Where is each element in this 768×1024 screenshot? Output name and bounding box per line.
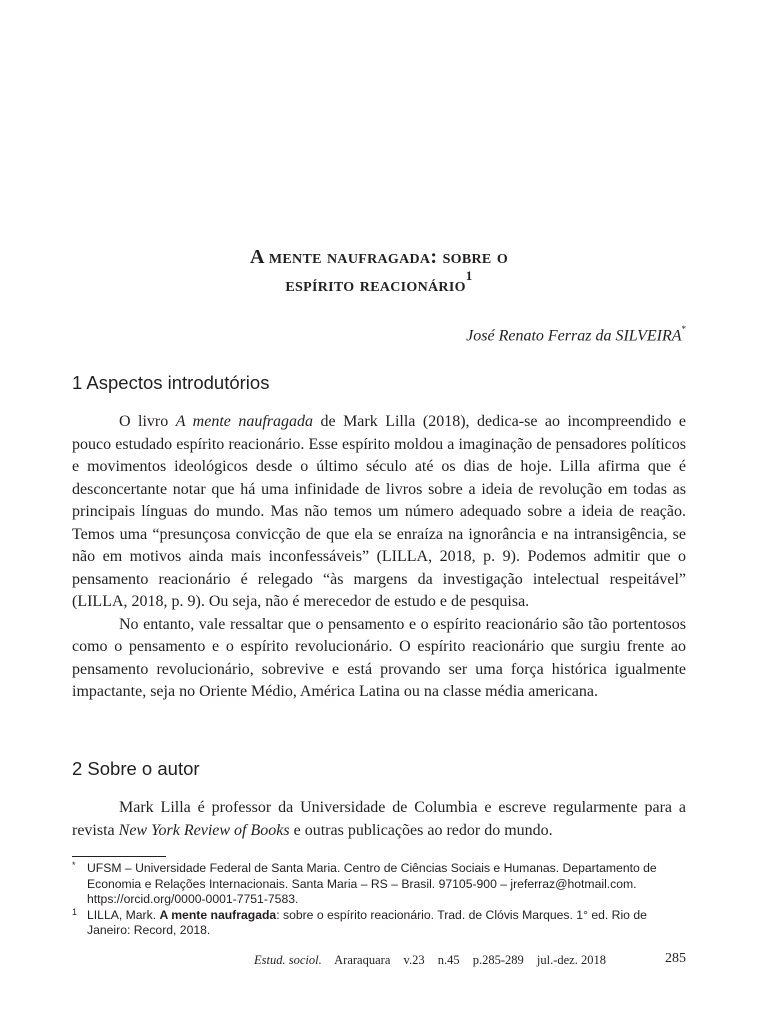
section-heading-1: 1 Aspectos introdutórios	[72, 372, 270, 393]
author-byline	[466, 326, 686, 345]
footer-pages: p.285-289	[472, 953, 524, 967]
paragraph-1-pre: O livro	[119, 413, 176, 430]
footer-period: jul.-dez. 2018	[536, 953, 606, 967]
footer-journal: Estud. sociol.	[254, 953, 322, 967]
section-heading-2: 2 Sobre o autor	[72, 758, 200, 779]
footer-number: n.45	[437, 953, 460, 967]
section-2-body	[72, 797, 686, 842]
footnote-post: : sobre o espírito reacionário. Trad. de Clóvis Marques. 1° ed. Rio de Janeiro: Record, 2018.	[87, 907, 647, 938]
title-footnote-ref[interactable]: 1	[465, 268, 473, 284]
paragraph-2: No entanto, vale ressaltar que o pensamento e o espírito reacionário são tão portentosos como o pensamento e o espírito revolucionário. O espírito reacionário que surgiu frente ao pensamento revolucionário, sobrevive e está provando ser uma força histórica igualmente impactante, seja no Oriente Médio, América Latina ou na classe média americana.	[72, 615, 686, 700]
page-number: 285	[665, 951, 686, 966]
title-line-2	[72, 268, 686, 299]
footnote-author	[72, 861, 692, 908]
paragraph-3-pre: Mark Lilla é professor da Universidade de Columbia e escreve regularmente para a revista	[72, 799, 686, 839]
footnote-text: UFSM – Universidade Federal de Santa Maria. Centro de Ciências Sociais e Humanas. Departamento de Economia e Relações Internacionais. Santa Maria – RS – Brasil. 97105-900 – jreferraz@hotmail.com. https://orcid.org/0000-0001-7751-7583.	[87, 861, 657, 907]
footer-volume: v.23	[403, 953, 425, 967]
paragraph-3	[72, 797, 686, 842]
footer-city: Araraquara	[334, 953, 391, 967]
article-title	[72, 243, 686, 299]
footnote-separator	[72, 856, 166, 857]
footnotes	[72, 861, 692, 939]
footnote-pre: LILLA, Mark.	[87, 907, 160, 922]
paragraph-3-post: e outras publicações ao redor do mundo.	[289, 821, 553, 839]
footnote-book-title: A mente naufragada	[159, 907, 277, 922]
title-line-1: A mente naufragada: sobre o	[249, 246, 509, 268]
footnote-1	[72, 908, 692, 939]
paragraph-1	[72, 411, 686, 614]
running-footer	[254, 953, 616, 968]
footnote-mark: *	[72, 860, 76, 870]
footnote-mark: 1	[72, 906, 78, 917]
magazine-title-italic: New York Review of Books	[118, 821, 290, 839]
book-title-italic: A mente naufragada	[175, 413, 314, 430]
section-1-body	[72, 411, 686, 704]
title-line-2-text: espírito reacionário	[285, 274, 466, 296]
author-footnote-ref[interactable]: *	[681, 324, 686, 334]
author-name: José Renato Ferraz da SILVEIRA	[466, 327, 682, 345]
paragraph-1-post: de Mark Lilla (2018), dedica-se ao incompreendido e pouco estudado espírito reacionário. Esse espírito moldou a imaginação de pensadores políticos e movimentos ideológicos desde o último século até os dias de hoje. Lilla afirma que é desconcertante notar que há uma infinidade de livros sobre a ideia de revolução em todas as principais línguas do mundo. Mas não temos um número adequado sobre a ideia de reação. Temos uma “presunçosa convicção de que ela se enraíza na ignorância e na intransigência, se não em motivos ainda mais inconfessáveis” (LILLA, 2018, p. 9). Podemos admitir que o pensamento reacionário é relegado “às margens da investigação intelectual respeitável” (LILLA, 2018, p. 9). Ou seja, não é merecedor de estudo e de pesquisa.	[72, 413, 687, 610]
